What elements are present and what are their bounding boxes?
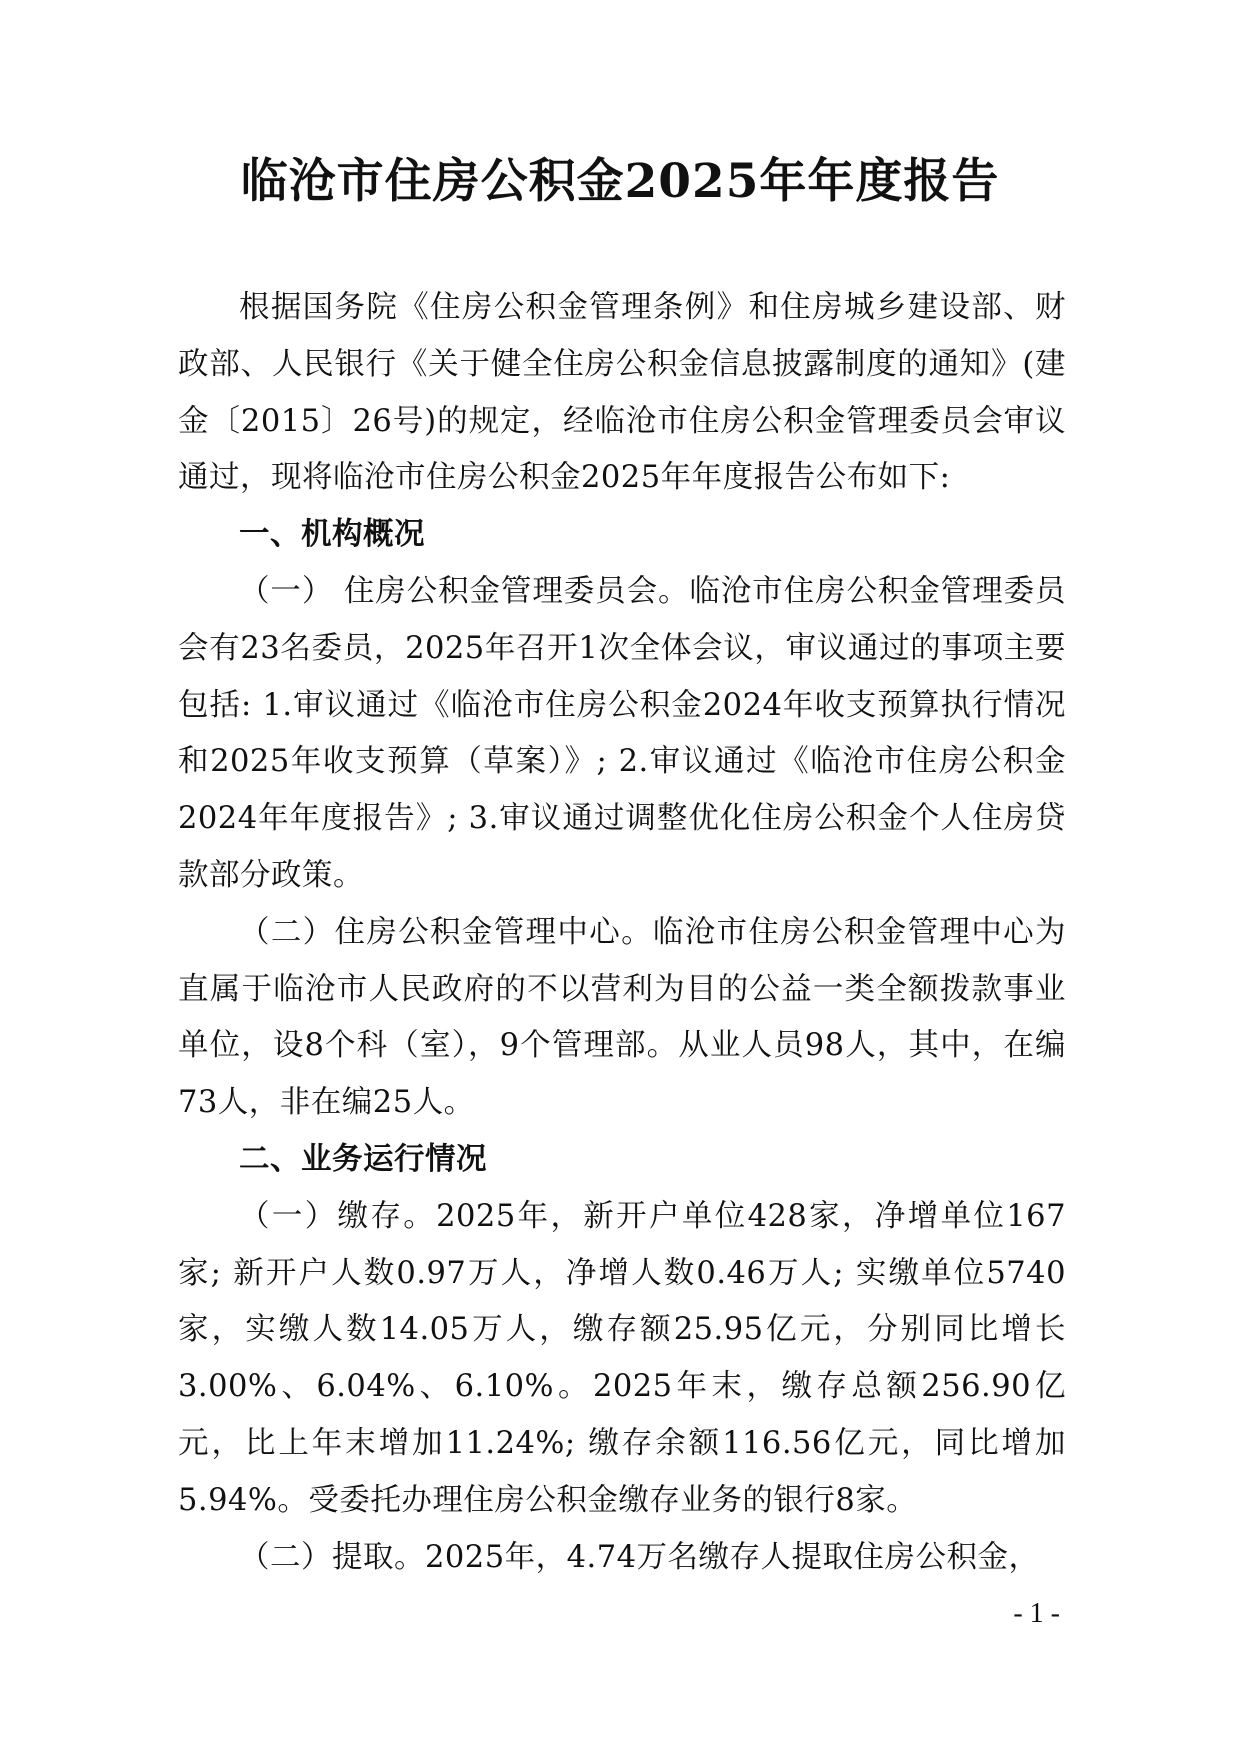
paragraph-withdrawals: （二）提取。2025年，4.74万名缴存人提取住房公积金，: [239, 1539, 1040, 1575]
section-heading-organization: 一、机构概况: [239, 517, 425, 553]
paragraph-management-center: （二）住房公积金管理中心。临沧市住房公积金管理中心为直属于临沧市人民政府的不以营利为目的公益一类全额拨款事业单位，设8个科（室），9个管理部。从业人员98人，其中，在编73人，非在编25人。: [178, 914, 1066, 1121]
document-body: [178, 280, 1066, 1586]
page-number: - 1 -: [1013, 1598, 1060, 1629]
intro-paragraph: 根据国务院《住房公积金管理条例》和住房城乡建设部、财政部、人民银行《关于健全住房公积金信息披露制度的通知》(建金〔2015〕26号)的规定，经临沧市住房公积金管理委员会审议通过，现将临沧市住房公积金2025年年度报告公布如下:: [178, 290, 1066, 496]
document-title: 临沧市住房公积金2025年年度报告: [240, 154, 1000, 209]
paragraph-committee: （一） 住房公积金管理委员会。临沧市住房公积金管理委员会有23名委员，2025年召开1次全体会议，审议通过的事项主要包括: 1.审议通过《临沧市住房公积金2024年收支预算执行情况和2025年收支预算（草案）》; 2.审议通过《临沧市住房公积金2024年年度报告》; 3.审议通过调整优化住房公积金个人住房贷款部分政策。: [178, 573, 1066, 893]
section-heading-operations: 二、业务运行情况: [239, 1141, 487, 1177]
paragraph-deposits: （一）缴存。2025年，新开户单位428家，净增单位167家; 新开户人数0.97万人，净增人数0.46万人; 实缴单位5740家，实缴人数14.05万人，缴存额25.95亿元，分别同比增长3.00%、6.04%、6.10%。2025年末，缴存总额256.90亿元，比上年末增加11.24%; 缴存余额116.56亿元，同比增加5.94%。受委托办理住房公积金缴存业务的银行8家。: [178, 1198, 1066, 1518]
